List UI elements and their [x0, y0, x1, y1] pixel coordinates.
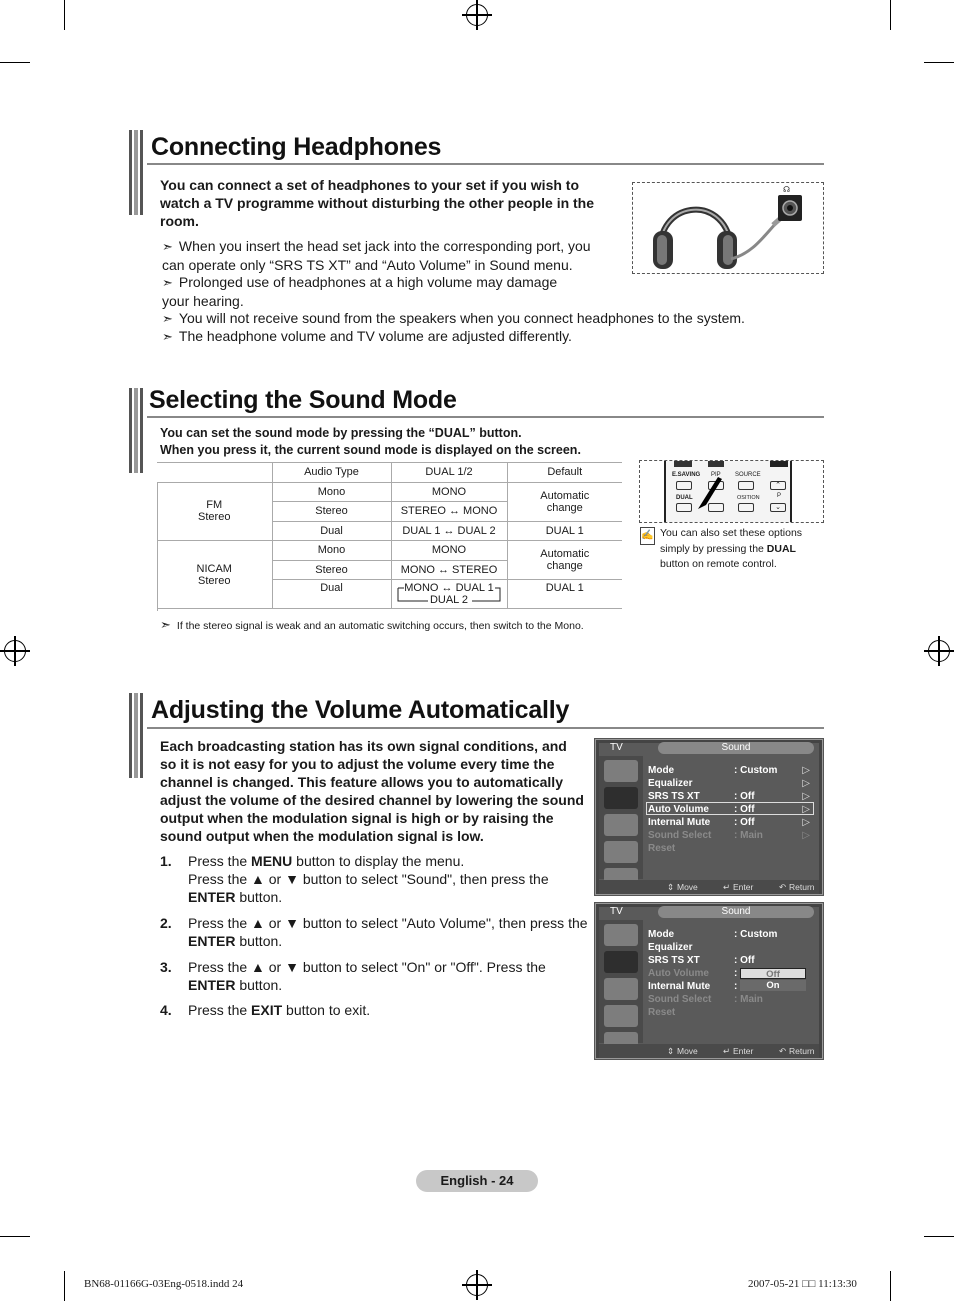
option-on[interactable]: On	[740, 980, 806, 991]
osd-footer: ⇕ Move ↵ Enter ↶ Return	[599, 880, 819, 894]
pointer-arrow-icon	[684, 475, 734, 515]
table-header-row	[157, 463, 622, 483]
section-rule	[147, 163, 824, 165]
picture-icon[interactable]	[604, 924, 638, 946]
cycle-arrow-icon	[396, 586, 504, 604]
position-label: OSITION	[737, 495, 760, 501]
table-row: Stereo STEREO ↔ MONO	[157, 502, 622, 522]
step-4: 4. Press the EXIT button to exit.	[160, 1002, 371, 1018]
menu-item-auto-volume[interactable]: Auto Volume : Off	[648, 967, 816, 980]
channel-icon[interactable]	[604, 978, 638, 1000]
table-row: NICAM Stereo Mono MONO Automatic change	[157, 541, 622, 561]
enter-icon: ↵	[723, 1046, 731, 1056]
sound-mode-footnote: ➣ If the stereo signal is weak and an automatic switching occurs, then switch to the Mono.	[160, 617, 584, 632]
menu-item-srs[interactable]: SRS TS XT : Off	[648, 955, 755, 966]
remote-tip: You can also set these options simply by pressing the DUAL button on remote control.	[660, 527, 803, 570]
enter-icon: ↵	[723, 882, 731, 892]
osd-menu-list	[648, 764, 816, 855]
chevron-up-icon[interactable]: ⌃	[770, 481, 786, 490]
auto-volume-intro: Each broadcasting station has its own signal conditions, and so it is not easy for you to adjust the volume every time the channel is changed. This feature allows you to automatically adjust the volume of the desired channel by lowering the sound output when the modulation signal is high or by raising the sound output when the modulation signal is low.	[160, 738, 584, 844]
source-label: SOURCE	[735, 472, 761, 478]
section-marker	[129, 693, 143, 778]
headphones-note: ➣ When you insert the head set jack into the corresponding port, you can operate only “SRS TS XT” and “Auto Volume” in Sound menu.	[162, 238, 591, 273]
sound-icon[interactable]	[604, 787, 638, 809]
headphones-note: ➣ Prolonged use of headphones at a high volume may damage your hearing.	[162, 274, 558, 309]
headphones-note: ➣ You will not receive sound from the speakers when you connect headphones to the system.	[162, 310, 745, 326]
menu-item-sound-select[interactable]: Sound Select : Main ▷	[648, 830, 810, 841]
table-header: Default	[507, 463, 622, 483]
step-3: 3. Press the ▲ or ▼ button to select "On" or "Off". Press the ENTER button.	[160, 959, 546, 993]
chevron-down-icon[interactable]: ⌄	[770, 503, 786, 512]
option-off[interactable]: Off	[740, 968, 806, 979]
move-icon: ⇕	[667, 882, 675, 892]
osd-menu-list	[648, 928, 816, 1019]
channel-icon[interactable]	[604, 814, 638, 836]
osd-footer: ⇕ Move ↵ Enter ↶ Return	[599, 1044, 819, 1058]
menu-item-auto-volume[interactable]: Auto Volume : Off ▷	[648, 803, 816, 816]
return-icon: ↶	[779, 1046, 787, 1056]
step-2: 2. Press the ▲ or ▼ button to select "Auto Volume", then press the ENTER button.	[160, 915, 588, 949]
menu-item-mode[interactable]: Mode : Custom	[648, 929, 778, 940]
esaving-label: E.SAVING	[672, 472, 701, 478]
nicam-stereo-cell: NICAM Stereo	[157, 541, 272, 609]
osd-sound-menu-1	[595, 739, 823, 895]
table-header: DUAL 1/2	[391, 463, 507, 483]
section-marker	[129, 130, 143, 215]
headphones-icon	[633, 183, 823, 273]
headphones-note: ➣ The headphone volume and TV volume are adjusted differently.	[162, 328, 572, 344]
setup-icon[interactable]	[604, 1005, 638, 1027]
registration-mark	[466, 4, 488, 26]
section-title-sound-mode: Selecting the Sound Mode	[149, 386, 457, 414]
table-row: Stereo MONO ↔ STEREO	[157, 560, 622, 580]
osd-icon-column	[599, 756, 643, 879]
table-row: Dual DUAL 1 ↔ DUAL 2 DUAL 1	[157, 521, 622, 541]
osd-title: Sound	[658, 742, 814, 754]
menu-item-internal-mute[interactable]: Internal Mute : On	[648, 980, 816, 993]
setup-icon[interactable]	[604, 841, 638, 863]
section-rule	[147, 416, 824, 418]
sound-mode-table	[157, 462, 622, 609]
return-icon: ↶	[779, 882, 787, 892]
section-title-headphones: Connecting Headphones	[151, 133, 442, 161]
remote-illustration	[639, 460, 824, 523]
footer-file-info: BN68-01166G-03Eng-0518.indd 24	[84, 1278, 244, 1290]
sound-mode-intro-1: You can set the sound mode by pressing the “DUAL” button.	[160, 426, 522, 440]
move-icon: ⇕	[667, 1046, 675, 1056]
osd-sound-menu-2	[595, 903, 823, 1059]
pip-label: PIP	[711, 472, 721, 478]
page-number: English - 24	[416, 1170, 538, 1192]
menu-item-mode[interactable]: Mode : Custom ▷	[648, 765, 810, 776]
table-row: Dual MONO ↔ DUAL 1 DUAL 2 DUAL 1	[157, 580, 622, 609]
menu-item-reset[interactable]: Reset	[648, 843, 676, 854]
p-label: P	[777, 493, 782, 499]
osd-tv-label: TV	[610, 906, 623, 917]
sound-icon[interactable]	[604, 951, 638, 973]
tip-icon: ✍	[640, 527, 655, 545]
osd-title: Sound	[658, 906, 814, 918]
registration-mark	[466, 1274, 488, 1296]
dual-label: DUAL	[676, 495, 693, 501]
step-1: 1. Press the MENU button to display the menu. Press the ▲ or ▼ button to select "Sound", then press the ENTER button.	[160, 853, 549, 905]
osd-icon-column	[599, 920, 643, 1043]
registration-mark	[928, 640, 950, 662]
menu-item-srs[interactable]: SRS TS XT : Off ▷	[648, 791, 810, 802]
osd-tv-label: TV	[610, 742, 623, 753]
menu-item-internal-mute[interactable]: Internal Mute : Off ▷	[648, 817, 810, 828]
section-rule	[147, 727, 824, 729]
position-button[interactable]	[738, 503, 754, 512]
source-button[interactable]	[738, 481, 754, 490]
menu-item-sound-select[interactable]: Sound Select : Main	[648, 994, 763, 1005]
registration-mark	[4, 640, 26, 662]
picture-icon[interactable]	[604, 760, 638, 782]
footer-timestamp: 2007-05-21 □□ 11:13:30	[748, 1278, 857, 1290]
headphones-intro: You can connect a set of headphones to your set if you wish to watch a TV programme without disturbing the other people in the room.	[160, 177, 595, 229]
sound-mode-intro-2: When you press it, the current sound mode is displayed on the screen.	[160, 443, 581, 457]
menu-item-reset[interactable]: Reset	[648, 1007, 676, 1018]
section-title-auto-volume: Adjusting the Volume Automatically	[151, 696, 570, 724]
svg-text:☊: ☊	[783, 185, 791, 194]
menu-item-equalizer[interactable]: Equalizer	[648, 942, 693, 953]
table-row: FM Stereo Mono MONO Automatic change	[157, 482, 622, 502]
headphones-illustration	[632, 182, 824, 274]
section-marker	[129, 388, 143, 473]
menu-item-equalizer[interactable]: Equalizer ▷	[648, 778, 810, 789]
table-header: Audio Type	[272, 463, 391, 483]
table-left-rule	[157, 482, 158, 611]
fm-stereo-cell: FM Stereo	[157, 482, 272, 541]
